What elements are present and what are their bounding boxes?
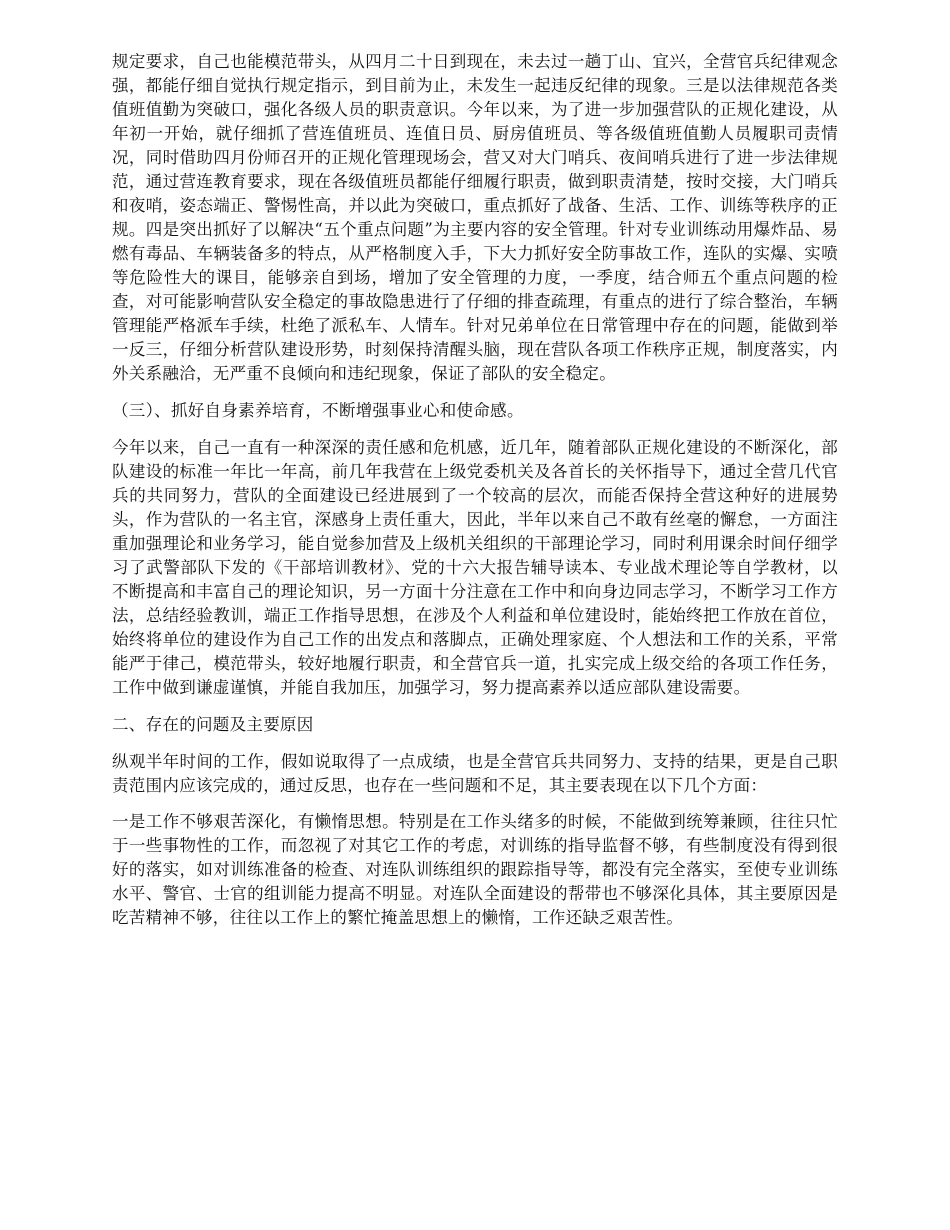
paragraph-self-cultivation: 今年以来，自己一直有一种深深的责任感和危机感，近几年，随着部队正规化建设的不断深化，部队建设的标准一年比一年高，前几年我营在上级党委机关及各首长的关怀指导下，通过全营几代官兵的共同努力，营队的全面建设已经进展到了一个较高的层次，而能否保持全营这种好的进展势头，作为营队的一名主官，深感身上责任重大，因此，半年以来自己不敢有丝毫的懈怠，一方面注重加强理论和业务学习，能自觉参加营及上级机关组织的干部理论学习，同时利用课余时间仔细学习了武警部队下发的《干部培训教材》、党的十六大报告辅导读本、专业战术理论等自学教材，以不断提高和丰富自己的理论知识，另一方面十分注意在工作中和向身边同志学习，不断学习工作方法，总结经验教训，端正工作指导思想，在涉及个人利益和单位建设时，能始终把工作放在首位，始终将单位的建设作为自己工作的出发点和落脚点，正确处理家庭、个人想法和工作的关系，平常能严于律己，模范带头，较好地履行职责，和全营官兵一道，扎实完成上级交给的各项工作任务，工作中做到谦虚谨慎，并能自我加压，加强学习，努力提高素养以适应部队建设需要。: [112, 438, 838, 697]
paragraph-problems-overview: 纵观半年时间的工作，假如说取得了一点成绩，也是全营官兵共同努力、支持的结果，更是自己职责范围内应该完成的，通过反思，也存在一些问题和不足，其主要表现在以下几个方面：: [112, 752, 838, 795]
section-heading-self-cultivation: （三）、抓好自身素养培育，不断增强事业心和使命感。: [112, 401, 524, 420]
paragraph-problem-one: 一是工作不够艰苦深化，有懒惰思想。特别是在工作头绪多的时候，不能做到统筹兼顾，往往只忙于一些事物性的工作，而忽视了对其它工作的考虑，对训练的指导监督不够，有些制度没有得到很好的落实，如对训练准备的检查、对连队训练组织的跟踪指导等，都没有完全落实，至使专业训练水平、警官、士官的组训能力提高不明显。对连队全面建设的帮带也不够深化具体，其主要原因是吃苦精神不够，往往以工作上的繁忙掩盖思想上的懒惰，工作还缺乏艰苦性。: [112, 812, 838, 927]
section-heading-problems: 二、存在的问题及主要原因: [112, 715, 314, 734]
paragraph-discipline-and-safety: 规定要求，自己也能模范带头，从四月二十日到现在，未去过一趟丁山、宜兴，全营官兵纪律观念强，都能仔细自觉执行规定指示，到目前为止，未发生一起违反纪律的现象。三是以法律规范各类值班值勤为突破口，强化各级人员的职责意识。今年以来，为了进一步加强营队的正规化建设，从年初一开始，就仔细抓了营连值班员、连值日员、厨房值班员、等各级值班值勤人员履职司责情况，同时借助四月份师召开的正规化管理现场会，营又对大门哨兵、夜间哨兵进行了进一步法律规范，通过营连教育要求，现在各级值班员都能仔细履行职责，做到职责清楚，按时交接，大门哨兵和夜哨，姿态端正、警惕性高，并以此为突破口，重点抓好了战备、生活、工作、训练等秩序的正规。四是突出抓好了以解决“五个重点问题”为主要内容的安全管理。针对专业训练动用爆炸品、易燃有毒品、车辆装备多的特点，从严格制度入手，下大力抓好安全防事故工作，连队的实爆、实喷等危险性大的课目，能够亲自到场，增加了安全管理的力度，一季度，结合师五个重点问题的检查，对可能影响营队安全稳定的事故隐患进行了仔细的排查疏理，有重点的进行了综合整治，车辆管理能严格派车手续，杜绝了派私车、人情车。针对兄弟单位在日常管理中存在的问题，能做到举一反三，仔细分析营队建设形势，时刻保持清醒头脑，现在营队各项工作秩序正规，制度落实，内外关系融洽，无严重不良倾向和违纪现象，保证了部队的安全稳定。: [112, 52, 838, 383]
